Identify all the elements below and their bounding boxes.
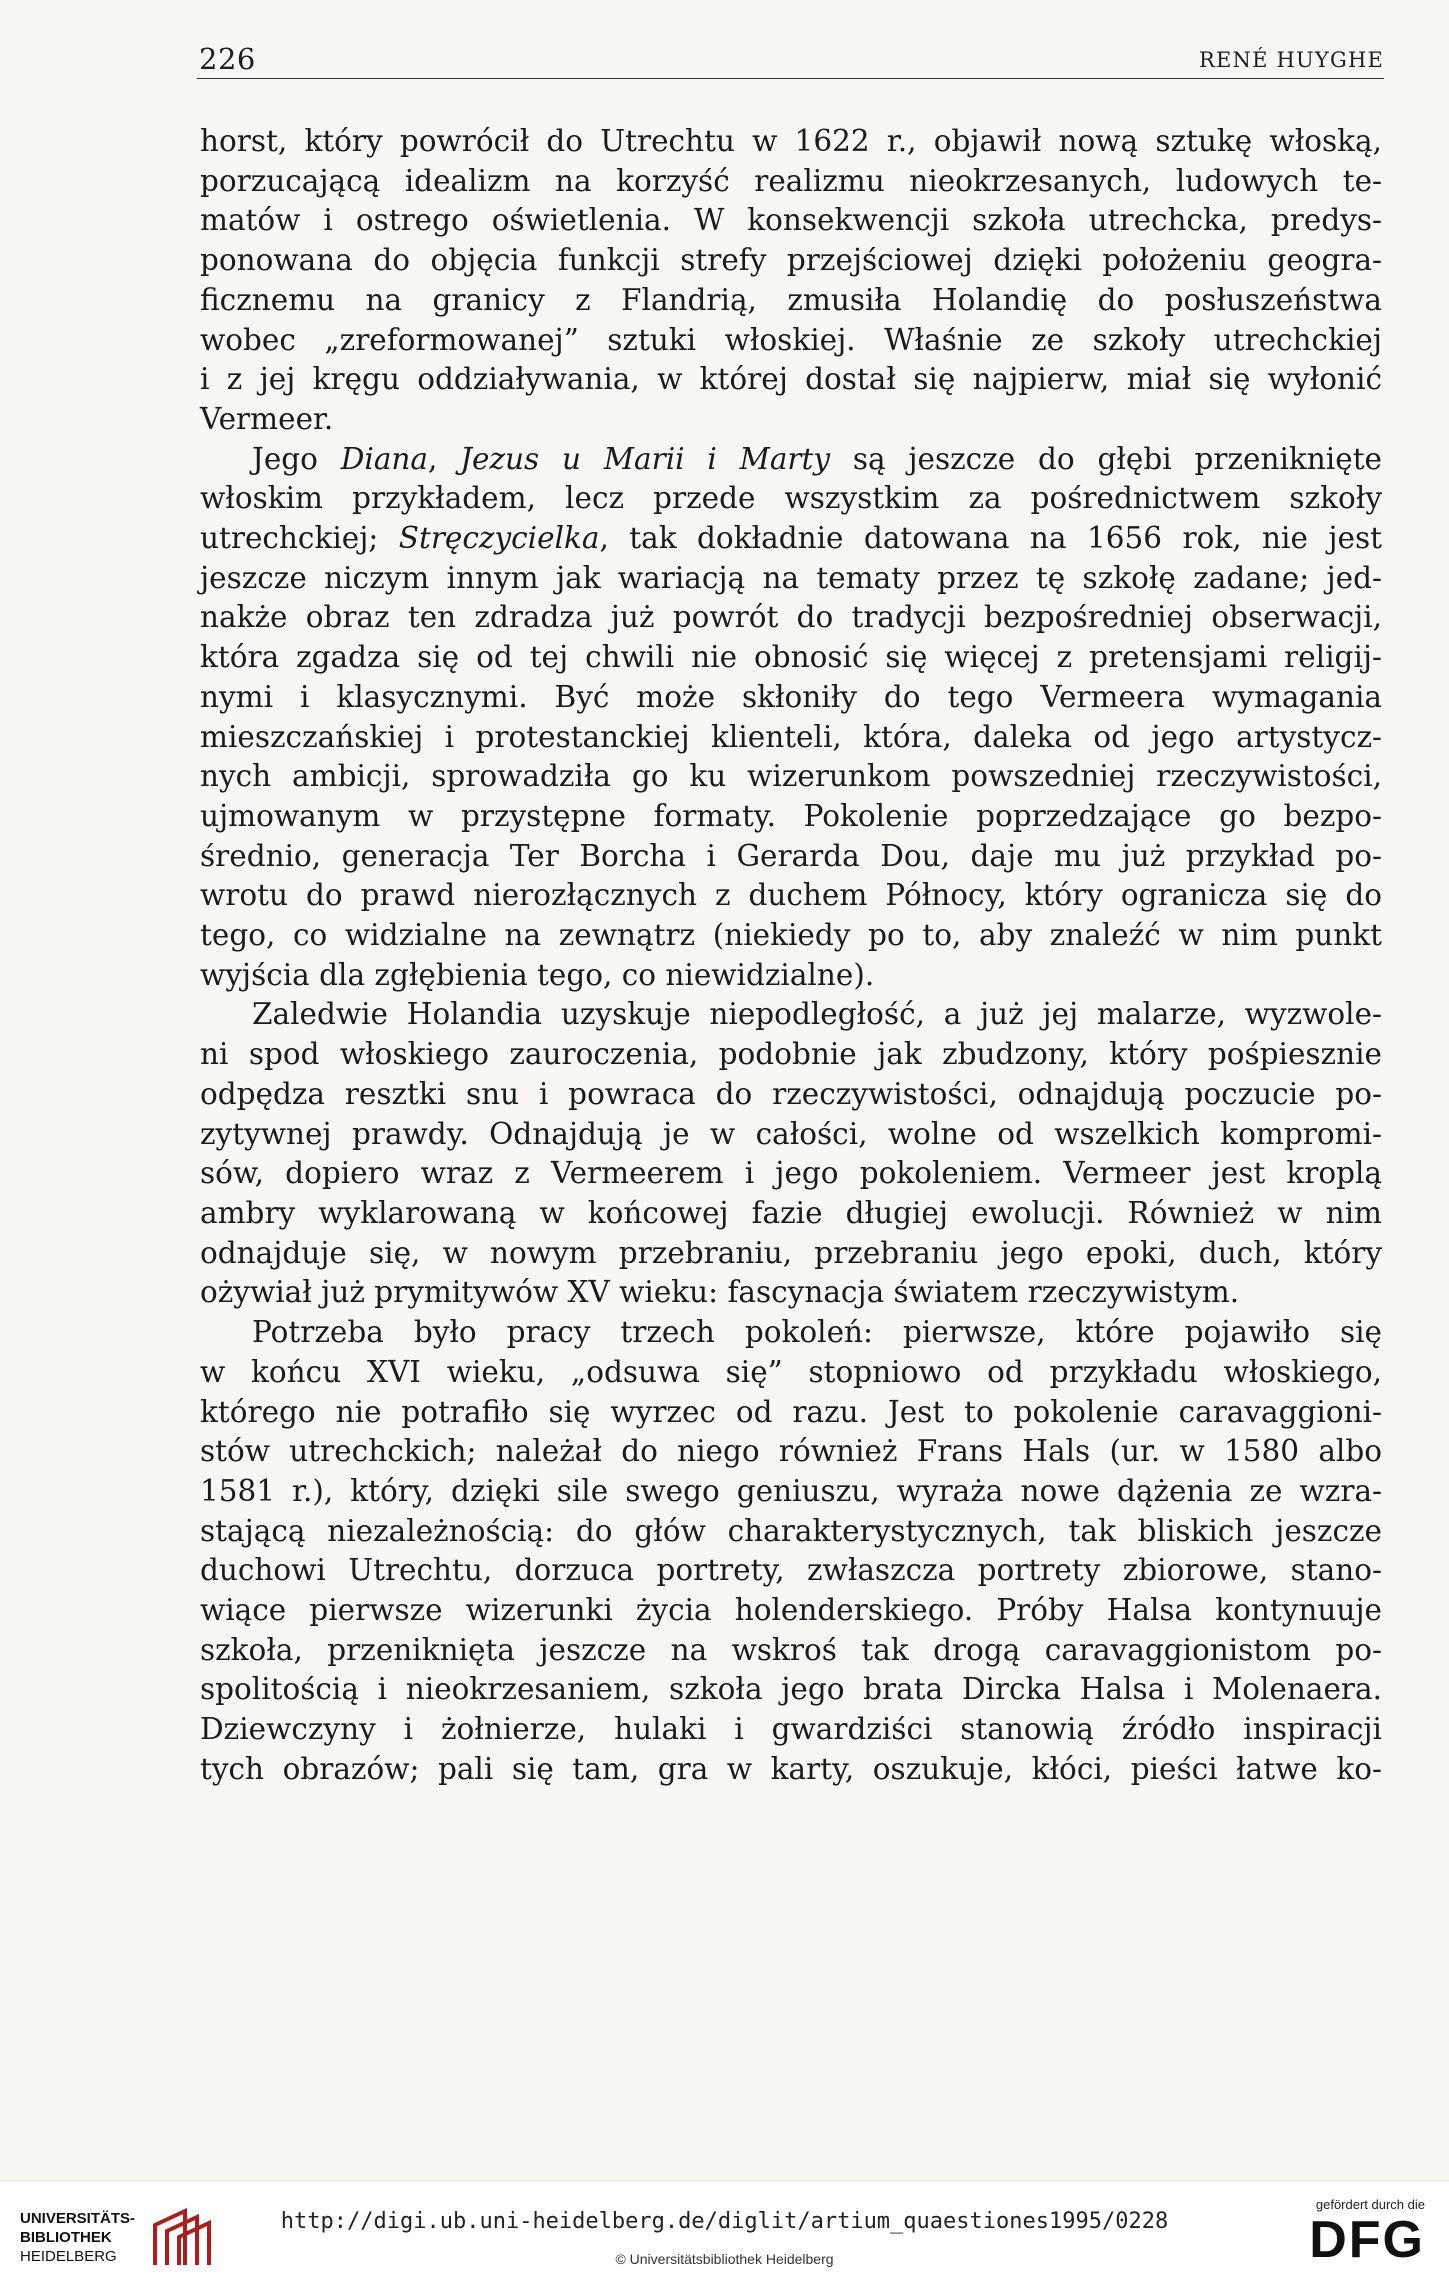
text-segment: nymi i klasycznymi. Być może skłoniły do tego Vermeera wymagania (200, 679, 1382, 714)
text-segment: ficznemu na granicy z Flandrią, zmusiła Holandię do posłuszeństwa (200, 282, 1382, 317)
text-line (200, 1512, 1382, 1552)
text-segment: stającą niezależnością: do głów charakterystycznych, tak bliskich jeszcze (200, 1513, 1382, 1548)
running-head (197, 38, 1384, 79)
text-line (200, 1472, 1382, 1512)
text-line (200, 201, 1382, 241)
running-head-author: RENÉ HUYGHE (1198, 48, 1384, 72)
text-line (200, 519, 1382, 559)
text-segment: i z jej kręgu oddziaływania, w której dostał się najpierw, miał się wyłonić (200, 362, 1382, 397)
text-segment: odpędza resztki snu i powraca do rzeczywistości, odnajdują poczucie po- (200, 1076, 1382, 1111)
text-segment: wyjścia dla zgłębienia tego, co niewidzialne). (200, 957, 875, 992)
text-line (200, 162, 1382, 202)
text-line (200, 837, 1382, 877)
text-line (200, 1075, 1382, 1115)
text-segment: w końcu XVI wieku, „odsuwa się” stopniowo od przykładu włoskiego, (200, 1354, 1382, 1389)
text-line (200, 1194, 1382, 1234)
italic-title: Diana (340, 441, 429, 476)
text-line (200, 1273, 1382, 1313)
text-line (200, 1035, 1382, 1075)
dfg-logo: DFG (1309, 2211, 1425, 2269)
text-line (200, 360, 1382, 400)
text-segment: 1581 r.), który, dzięki sile swego geniuszu, wyraża nowe dążenia ze wzra- (200, 1473, 1382, 1508)
body-text (200, 122, 1382, 1790)
library-name-line: BIBLIOTHEK (20, 2229, 112, 2246)
text-segment: sów, dopiero wraz z Vermeerem i jego pokoleniem. Vermeer jest kroplą (200, 1156, 1382, 1191)
text-segment: odnajduje się, w nowym przebraniu, przebraniu jego epoki, duch, który (200, 1235, 1382, 1270)
text-segment: szkoła, przeniknięta jeszcze na wskroś tak drogą caravaggionistom po- (200, 1632, 1382, 1667)
text-segment: mieszczańskiej i protestanckiej klienteli, która, daleka od jego artystycz- (200, 719, 1382, 754)
text-segment: utrechckiej; (200, 521, 399, 556)
text-line (200, 678, 1382, 718)
text-line (200, 1670, 1382, 1710)
text-segment: ujmowanym w przystępne formaty. Pokolenie poprzedzające go bezpo- (200, 798, 1382, 833)
text-line (200, 956, 1382, 996)
funding-logo[interactable] (1275, 2197, 1425, 2277)
text-segment: zytywnej prawdy. Odnajdują je w całości, wolne od wszelkich kompromi- (200, 1116, 1382, 1151)
text-line (200, 1432, 1382, 1472)
text-line (200, 559, 1382, 599)
text-segment: wobec „zreformowanej” sztuki włoskiej. Właśnie ze szkoły utrechckiej (200, 322, 1382, 357)
text-line (200, 876, 1382, 916)
text-line (200, 122, 1382, 162)
text-segment: średnio, generacja Ter Borcha i Gerarda Dou, daje mu już przykład po- (200, 838, 1382, 873)
permalink-url[interactable]: http://digi.ub.uni-heidelberg.de/diglit/artium_quaestiones1995/0228 (280, 2209, 1169, 2234)
text-segment: jeszcze niczym innym jak wariacją na tematy przez tę szkołę zadane; jed- (200, 560, 1382, 595)
text-segment: Dziewczyny i żołnierze, hulaki i gwardziści stanowią źródło inspiracji (200, 1712, 1382, 1747)
copyright-notice: © Universitätsbibliothek Heidelberg (615, 2251, 834, 2267)
text-segment: ożywiał już prymitywów XV wieku: fascynacja światem rzeczywistym. (200, 1275, 1240, 1310)
text-line (200, 757, 1382, 797)
text-line (200, 1393, 1382, 1433)
text-line (200, 1154, 1382, 1194)
text-segment: Potrzeba było pracy trzech pokoleń: pierwsze, które pojawiło się (252, 1315, 1382, 1350)
text-line (200, 718, 1382, 758)
text-line (200, 321, 1382, 361)
text-segment: włoskim przykładem, lecz przede wszystkim za pośrednictwem szkoły (200, 481, 1382, 516)
text-segment: Vermeer. (200, 401, 334, 436)
text-line (200, 995, 1382, 1035)
text-line (200, 1551, 1382, 1591)
text-line (200, 1353, 1382, 1393)
text-segment: tego, co widzialne na zewnątrz (niekiedy po to, aby znaleźć w nim punkt (200, 918, 1382, 953)
text-line (200, 440, 1382, 480)
italic-title: Jezus u Marii i Marty (460, 441, 831, 476)
text-segment: tych obrazów; pali się tam, gra w karty, oszukuje, kłóci, pieści łatwe ko- (200, 1751, 1382, 1786)
text-segment: , (428, 441, 461, 476)
text-segment: Jego (252, 441, 341, 476)
text-segment: ni spod włoskiego zauroczenia, podobnie jak zbudzony, który pośpiesznie (200, 1037, 1382, 1072)
viewer-footer (0, 2180, 1449, 2284)
text-line (200, 1631, 1382, 1671)
text-segment: która zgadza się od tej chwili nie obnosić się więcej z pretensjami religij- (200, 640, 1382, 675)
funding-caption: gefördert durch die (1315, 2197, 1425, 2212)
text-segment: wiące pierwsze wizerunki życia holenderskiego. Próby Halsa kontynuuje (200, 1593, 1382, 1628)
text-segment: duchowi Utrechtu, dorzuca portrety, zwłaszcza portrety zbiorowe, stano- (200, 1553, 1382, 1588)
text-segment: porzucającą idealizm na korzyść realizmu nieokrzesanych, ludowych te- (200, 163, 1382, 198)
text-line (200, 1750, 1382, 1790)
text-line (200, 1115, 1382, 1155)
text-line (200, 916, 1382, 956)
text-line (200, 1234, 1382, 1274)
library-name-line: HEIDELBERG (20, 2248, 117, 2265)
text-line (200, 479, 1382, 519)
text-segment: , tak dokładnie datowana na 1656 rok, nie jest (599, 521, 1382, 556)
text-line (200, 638, 1382, 678)
italic-title: Stręczycielka (398, 521, 600, 556)
text-segment: ponowana do objęcia funkcji strefy przejściowej dzięki położeniu geogra- (200, 243, 1382, 278)
text-segment: którego nie potrafiło się wyrzec od razu. Jest to pokolenie caravaggioni- (200, 1394, 1382, 1429)
text-line (200, 797, 1382, 837)
text-segment: Zaledwie Holandia uzyskuje niepodległość, a już jej malarze, wyzwole- (252, 997, 1382, 1032)
text-segment: horst, który powrócił do Utrechtu w 1622 r., objawił nową sztukę włoską, (200, 124, 1382, 158)
text-segment: stów utrechckich; należał do niego również Frans Hals (ur. w 1580 albo (200, 1434, 1382, 1469)
text-segment: matów i ostrego oświetlenia. W konsekwencji szkoła utrechcka, predys- (200, 203, 1382, 238)
text-line (200, 598, 1382, 638)
text-line (200, 281, 1382, 321)
text-segment: wrotu do prawd nierozłącznych z duchem Północy, który ogranicza się do (200, 878, 1382, 913)
text-segment: nakże obraz ten zdradza już powrót do tradycji bezpośredniej obserwacji, (200, 600, 1382, 635)
text-segment: ambry wyklarowaną w końcowej fazie długiej ewolucji. Również w nim (200, 1195, 1382, 1230)
text-line (200, 1591, 1382, 1631)
text-line (200, 400, 1382, 440)
text-line (200, 241, 1382, 281)
text-line (200, 1710, 1382, 1750)
text-line (200, 1313, 1382, 1353)
library-name-line: UNIVERSITÄTS- (20, 2210, 136, 2227)
text-segment: nych ambicji, sprowadziła go ku wizerunkom powszedniej rzeczywistości, (200, 759, 1382, 794)
page-number: 226 (199, 42, 256, 76)
text-segment: spolitością i nieokrzesaniem, szkoła jego brata Dircka Halsa i Molenaera. (200, 1672, 1382, 1707)
text-segment: są jeszcze do głębi przeniknięte (830, 441, 1383, 476)
